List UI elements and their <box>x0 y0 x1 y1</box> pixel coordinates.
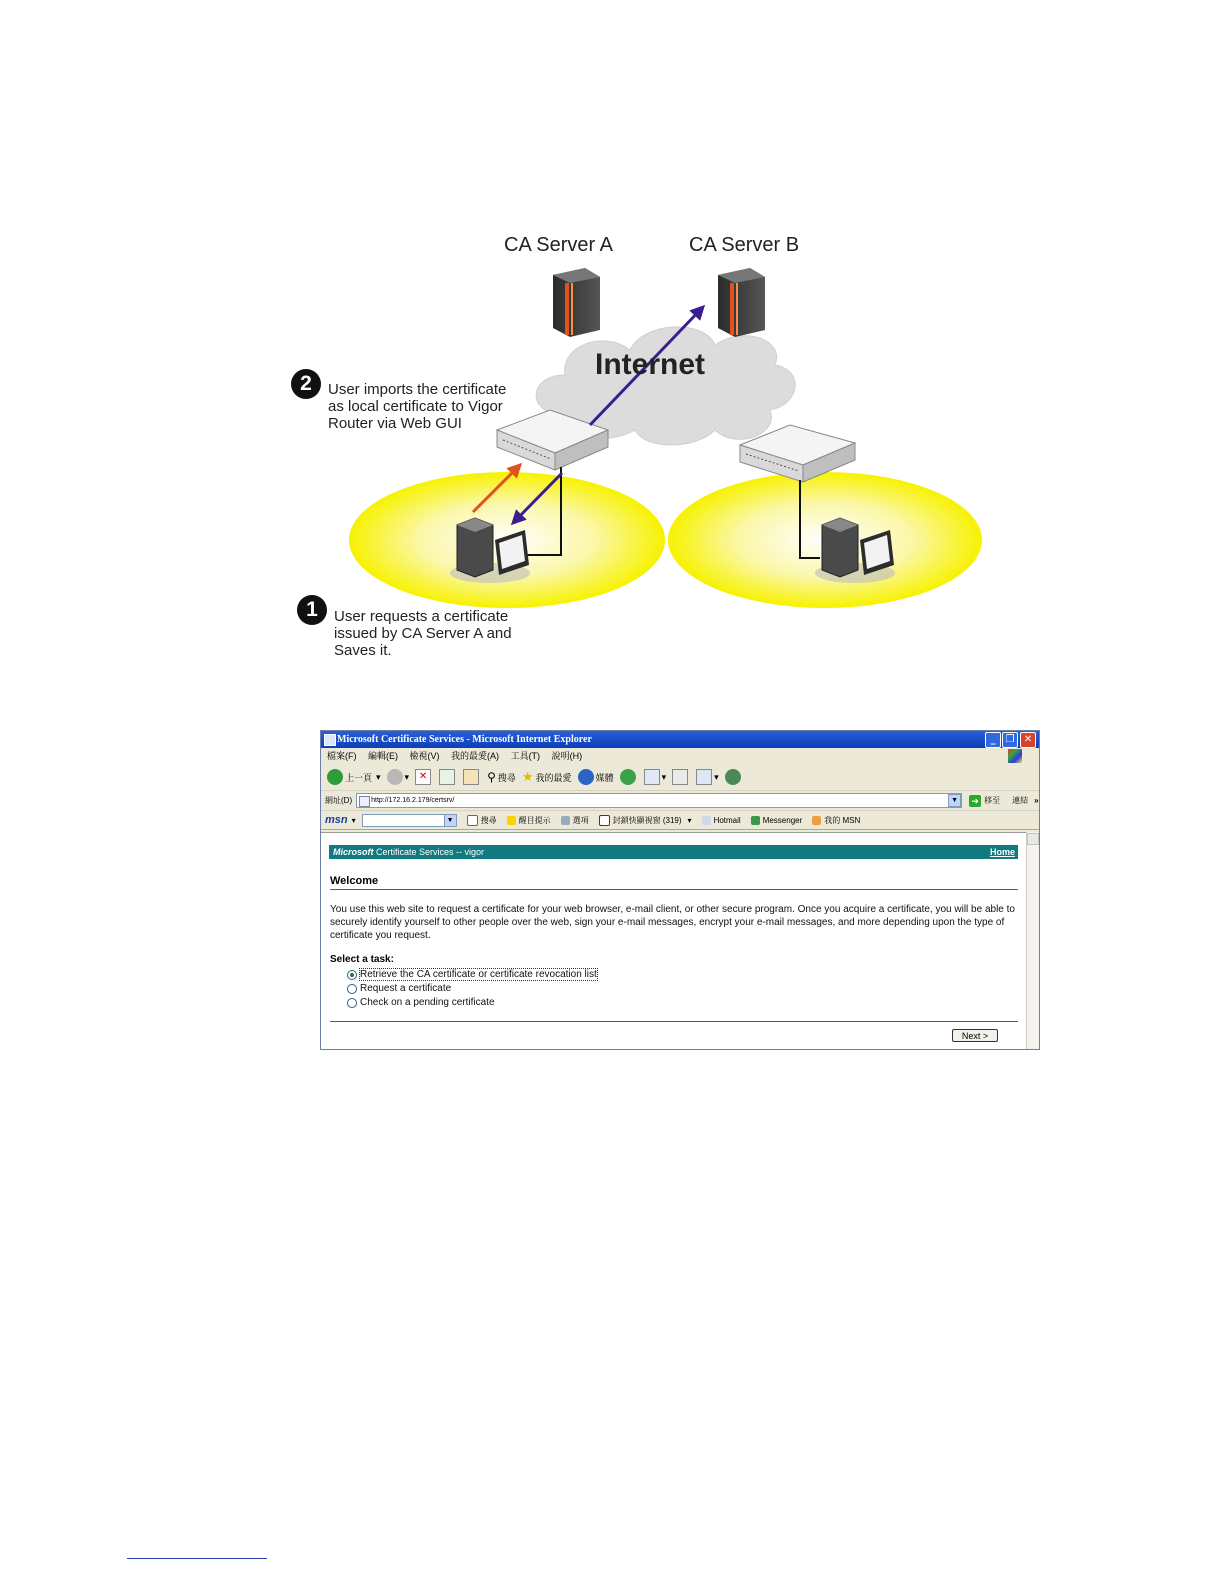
stop-icon: ✕ <box>415 769 431 785</box>
search-label: 搜尋 <box>497 772 516 783</box>
edit-button[interactable] <box>696 769 719 785</box>
certificate-flow-diagram <box>285 225 1005 670</box>
popup-dropdown-icon[interactable]: ▾ <box>687 815 692 825</box>
msn-hotmail-button[interactable] <box>702 816 741 825</box>
home-icon <box>463 769 479 785</box>
server-b-icon <box>718 268 765 337</box>
mail-icon <box>644 769 660 785</box>
server-a-label: CA Server A <box>504 234 613 256</box>
edit-icon <box>696 769 712 785</box>
home-button[interactable] <box>463 769 481 785</box>
search-button[interactable] <box>487 770 516 784</box>
address-input[interactable] <box>356 793 962 808</box>
task-option-request[interactable] <box>347 983 451 994</box>
task-option-label: Retrieve the CA certificate or certificate revocation list <box>360 969 597 980</box>
server-b-label: CA Server B <box>689 234 800 256</box>
diagram-graphics <box>285 225 1005 670</box>
menu-favorites[interactable]: 我的最愛(A) <box>451 751 500 761</box>
select-task-label: Select a task: <box>330 954 394 965</box>
mail-dropdown-icon[interactable]: ▾ <box>661 771 667 782</box>
favorites-label: 我的最愛 <box>535 772 572 783</box>
go-label: 移至 <box>984 796 1001 805</box>
address-label: 網址(D) <box>325 796 353 805</box>
banner-brand: Microsoft <box>333 847 374 857</box>
msn-popups-label: 封鎖快顯視窗 (319) <box>612 815 682 825</box>
highlighter-icon <box>507 816 516 825</box>
windows-logo-icon <box>1008 749 1022 763</box>
msn-options-label: 選項 <box>572 815 589 825</box>
cert-services-banner <box>329 845 1018 859</box>
favorites-button[interactable] <box>522 769 572 785</box>
msn-messenger-label: Messenger <box>762 815 803 825</box>
ie-browser-window <box>320 730 1040 1050</box>
go-arrow-icon: ➜ <box>969 795 981 807</box>
standard-toolbar <box>321 764 1039 791</box>
msn-search-button[interactable] <box>467 815 497 826</box>
scroll-up-icon[interactable] <box>1027 833 1039 845</box>
radio-request[interactable] <box>347 984 357 994</box>
messenger-buddy-icon <box>751 816 760 825</box>
menu-file[interactable]: 檔案(F) <box>327 751 357 761</box>
msn-mymsn-label: 我的 MSN <box>824 815 861 825</box>
task-option-pending[interactable] <box>347 997 495 1008</box>
messenger-button[interactable] <box>725 769 743 785</box>
window-title: Microsoft Certificate Services - Microsoft Internet Explorer <box>337 734 592 745</box>
task-option-label: Check on a pending certificate <box>360 997 495 1008</box>
msn-popup-blocker-button[interactable] <box>599 815 692 826</box>
heading-divider <box>330 889 1018 890</box>
address-dropdown-icon[interactable]: ▼ <box>948 794 961 807</box>
msn-search-label: 搜尋 <box>480 815 497 825</box>
messenger-icon <box>725 769 741 785</box>
minimize-icon[interactable]: _ <box>985 732 1001 748</box>
msn-hotmail-label: Hotmail <box>713 815 741 825</box>
chevron-right-icon[interactable]: » <box>1034 796 1039 805</box>
msn-search-dropdown-icon[interactable]: ▼ <box>444 814 457 827</box>
search-icon <box>467 815 478 826</box>
history-button[interactable] <box>620 769 638 785</box>
edit-dropdown-icon[interactable]: ▾ <box>714 771 719 782</box>
menu-view[interactable]: 檢視(V) <box>409 751 440 761</box>
msn-options-button[interactable] <box>561 815 589 826</box>
popup-block-icon <box>599 815 610 826</box>
close-icon[interactable]: ✕ <box>1020 732 1036 748</box>
step-2-badge: 2 <box>291 369 321 399</box>
step-1-badge: 1 <box>297 595 327 625</box>
links-label[interactable]: 連結 <box>1012 796 1029 805</box>
step-2-text: User imports the certificate as local certificate to Vigor Router via Web GUI <box>328 381 507 432</box>
page-content <box>321 832 1027 1050</box>
banner-title: Certificate Services -- vigor <box>376 847 485 857</box>
msn-messenger-button[interactable] <box>751 816 803 825</box>
task-option-label: Request a certificate <box>360 983 452 994</box>
stop-button[interactable] <box>415 769 433 785</box>
vertical-scrollbar[interactable] <box>1026 832 1039 1049</box>
intro-paragraph: You use this web site to request a certificate for your web browser, e-mail client, or other secure program. Once you acquire a certificate, you will be able to securely identify yourself to other people over the web, sign your e-mail messages, encrypt your e-mail messages, and more depending upon the type of certificate you request. <box>330 904 1015 941</box>
print-icon <box>672 769 688 785</box>
menu-help[interactable]: 說明(H) <box>551 751 583 761</box>
forward-dropdown-icon[interactable]: ▾ <box>404 771 410 782</box>
home-link[interactable]: Home <box>989 847 1015 857</box>
menu-edit[interactable]: 編輯(E) <box>368 751 399 761</box>
back-button[interactable] <box>327 769 381 785</box>
address-url: http://172.16.2.179/certsrv/ <box>371 797 455 804</box>
footer-divider <box>330 1021 1018 1022</box>
page-icon <box>359 796 370 807</box>
hotmail-icon <box>702 816 711 825</box>
back-arrow-icon <box>327 769 343 785</box>
radio-pending[interactable] <box>347 998 357 1008</box>
forward-arrow-icon <box>387 769 403 785</box>
back-label: 上一頁 <box>345 772 373 783</box>
print-button[interactable] <box>672 769 690 785</box>
media-label: 媒體 <box>595 772 614 783</box>
refresh-icon <box>439 769 455 785</box>
msn-highlight-button[interactable] <box>507 815 551 826</box>
go-button[interactable] <box>969 795 1000 807</box>
next-button[interactable]: Next > <box>952 1029 998 1042</box>
history-icon <box>620 769 636 785</box>
task-option-retrieve[interactable] <box>347 969 597 980</box>
msn-toolbar <box>321 811 1039 830</box>
msn-my-msn-button[interactable] <box>812 815 860 826</box>
msn-dropdown-icon[interactable]: ▾ <box>351 815 356 825</box>
search-icon: ⚲ <box>487 770 496 784</box>
msn-logo[interactable]: msn <box>325 814 348 826</box>
footer-rule <box>127 1558 267 1559</box>
mail-button[interactable] <box>644 769 667 785</box>
server-a-icon <box>553 268 600 337</box>
options-icon <box>561 816 570 825</box>
media-icon <box>578 769 594 785</box>
internet-label: Internet <box>595 348 706 381</box>
step-1-text: User requests a certificate issued by CA Server A and Saves it. <box>334 608 512 659</box>
address-bar <box>321 791 1039 811</box>
back-dropdown-icon[interactable]: ▾ <box>376 771 381 782</box>
forward-button[interactable] <box>387 769 410 785</box>
menu-bar <box>321 748 1039 764</box>
ie-page-icon <box>324 734 336 746</box>
menu-tools[interactable]: 工具(T) <box>510 751 541 761</box>
page-title: Welcome <box>330 875 379 887</box>
media-button[interactable] <box>578 769 614 785</box>
my-msn-icon <box>812 816 821 825</box>
star-icon: ★ <box>521 769 534 784</box>
msn-highlight-label: 醒目提示 <box>518 815 551 825</box>
radio-retrieve[interactable] <box>347 970 357 980</box>
window-titlebar <box>321 731 1039 748</box>
maximize-icon[interactable]: ❐ <box>1002 732 1018 748</box>
msn-search-input[interactable] <box>362 814 456 827</box>
refresh-button[interactable] <box>439 769 457 785</box>
